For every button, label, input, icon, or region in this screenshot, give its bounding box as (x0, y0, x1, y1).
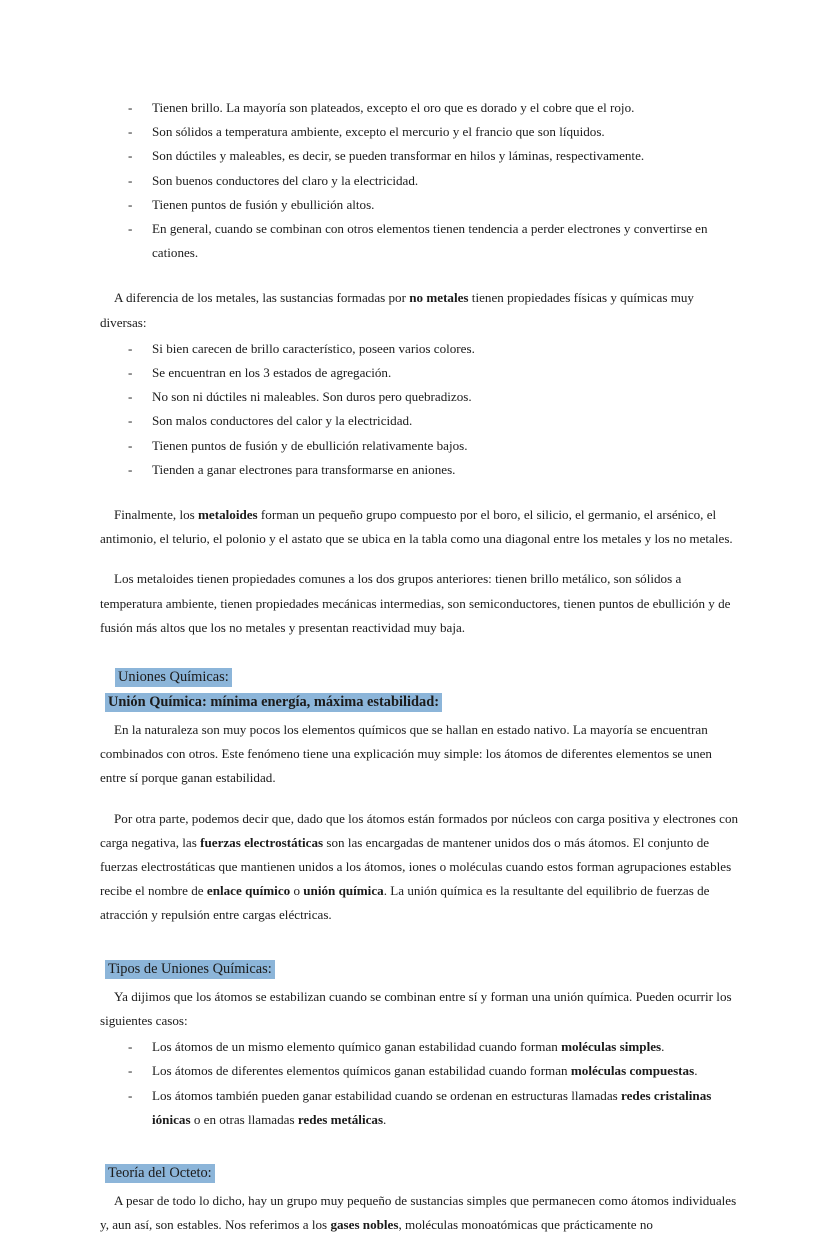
bold-term-moleculas-compuestas: moléculas compuestas (570, 1063, 695, 1079)
highlighted-heading-text: Uniones Químicas: (115, 668, 232, 687)
tipos-intro-paragraph: Ya dijimos que los átomos se estabilizan cuando se combinan entre sí y forman una unión química. Pueden ocurrir los siguientes casos: (100, 988, 732, 1028)
list-item (100, 409, 740, 433)
list-item (100, 96, 740, 120)
paragraph-text: tienen propiedades físicas y químicas muy diversas: (100, 290, 694, 330)
list-item-text: Tienden a ganar electrones para transformarse en aniones. (152, 461, 456, 477)
dash-bullet-icon: - (128, 437, 133, 453)
paragraph-text: Finalmente, los (114, 507, 199, 523)
paragraph-text: . La unión química es la resultante del equilibrio de fuerzas de atracción y repulsión entre cargas eléctricas. (100, 883, 710, 923)
paragraph-text: son las encargadas de mantener unidos dos o más átomos. El conjunto de fuerzas electrostáticas que mantienen unidos a los átomos, iones o moléculas cuando estos forman agrupaciones estables recibe el nombre de (100, 834, 732, 899)
dash-bullet-icon: - (128, 100, 133, 115)
no-metales-intro-paragraph (100, 286, 740, 334)
no-metales-properties-list (100, 337, 740, 482)
bold-term-redes-metalicas: redes metálicas (297, 1111, 384, 1127)
list-item (100, 169, 740, 193)
list-item-text: Se encuentran en los 3 estados de agregación. (152, 365, 392, 381)
dash-bullet-icon: - (128, 413, 133, 429)
dash-bullet-icon: - (128, 1087, 133, 1103)
dash-bullet-icon: - (128, 389, 133, 405)
heading-teoria-del-octeto (100, 1162, 740, 1185)
bold-term-union-quimica: unión química (303, 883, 384, 899)
heading-uniones-quimicas (100, 666, 740, 689)
paragraph-text: o (290, 883, 304, 899)
list-item (100, 120, 740, 144)
document-content (100, 96, 740, 1237)
bold-term-fuerzas-electrostaticas: fuerzas electrostáticas (200, 834, 324, 850)
bold-term-metaloides: metaloides (198, 507, 258, 523)
list-item (100, 434, 740, 458)
dash-bullet-icon: - (128, 365, 133, 381)
list-item (100, 217, 740, 265)
heading-tipos-uniones-quimicas (100, 958, 740, 981)
list-item-text: o en otras llamadas (190, 1111, 298, 1127)
fuerzas-electrostaticas-paragraph (100, 807, 740, 928)
list-item-text: Tienen brillo. La mayoría son plateados, excepto el oro que es dorado y el cobre que el rojo. (152, 100, 635, 115)
highlighted-heading-text: Tipos de Uniones Químicas: (105, 960, 275, 979)
list-item (100, 361, 740, 385)
list-item-text: En general, cuando se combinan con otros elementos tienen tendencia a perder electrones y convertirse en cationes. (152, 221, 708, 261)
bold-term-redes-cristalinas-ionicas: redes cristalinas iónicas (152, 1087, 712, 1127)
list-item (100, 1059, 740, 1083)
list-item (100, 144, 740, 168)
list-item-text: Los átomos de un mismo elemento químico ganan estabilidad cuando forman (152, 1039, 562, 1055)
list-item-text: Son dúctiles y maleables, es decir, se pueden transformar en hilos y láminas, respectivamente. (152, 148, 645, 164)
list-item-text: . (383, 1111, 387, 1127)
list-item-text: Tienen puntos de fusión y de ebullición relativamente bajos. (152, 437, 468, 453)
metales-properties-list (100, 96, 740, 265)
dash-bullet-icon: - (128, 461, 133, 477)
metaloides-properties-paragraph: Los metaloides tienen propiedades comunes a los dos grupos anteriores: tienen brillo metálico, son sólidos a temperatura ambiente, tienen propiedades mecánicas intermedias, son semiconductores, tienen puntos de ebullición y de fusión más altos que los no metales y presentan reactividad muy baja. (100, 571, 731, 635)
heading-union-quimica-subtitle (100, 691, 740, 714)
highlighted-heading-text: Unión Química: mínima energía, máxima estabilidad: (105, 693, 442, 712)
list-item-text: . (661, 1039, 665, 1055)
dash-bullet-icon: - (128, 196, 133, 212)
list-item-text: Los átomos también pueden ganar estabilidad cuando se ordenan en estructuras llamadas (152, 1087, 622, 1103)
list-item-text: Son malos conductores del calor y la electricidad. (152, 413, 413, 429)
list-item (100, 385, 740, 409)
list-item-text: Son buenos conductores del claro y la electricidad. (152, 172, 419, 188)
octeto-paragraph (100, 1189, 740, 1237)
highlighted-heading-text: Teoría del Octeto: (105, 1164, 215, 1183)
list-item (100, 1084, 740, 1132)
list-item-text: . (694, 1063, 698, 1079)
naturaleza-paragraph: En la naturaleza son muy pocos los elementos químicos que se hallan en estado nativo. La mayoría se encuentran combinados con otros. Este fenómeno tiene una explicación muy simple: los átomos de diferentes elementos se unen entre sí porque ganan estabilidad. (100, 722, 712, 786)
dash-bullet-icon: - (128, 172, 133, 188)
bold-term-gases-nobles: gases nobles (330, 1217, 399, 1233)
dash-bullet-icon: - (128, 221, 133, 237)
list-item (100, 193, 740, 217)
paragraph-text: A diferencia de los metales, las sustancias formadas por (114, 290, 410, 306)
list-item-text: Los átomos de diferentes elementos químicos ganan estabilidad cuando forman (152, 1063, 571, 1079)
tipos-uniones-list (100, 1035, 740, 1132)
list-item-text: Son sólidos a temperatura ambiente, excepto el mercurio y el francio que son líquidos. (152, 124, 605, 140)
list-item (100, 458, 740, 482)
list-item (100, 337, 740, 361)
dash-bullet-icon: - (128, 1039, 133, 1055)
dash-bullet-icon: - (128, 148, 133, 164)
dash-bullet-icon: - (128, 124, 133, 140)
paragraph-text: Por otra parte, podemos decir que, dado que los átomos están formados por núcleos con carga positiva y electrones con carga negativa, las (100, 810, 739, 850)
metaloides-paragraph (100, 503, 740, 551)
bold-term-enlace-quimico: enlace químico (206, 883, 291, 899)
list-item-text: No son ni dúctiles ni maleables. Son duros pero quebradizos. (152, 389, 472, 405)
paragraph-text: forman un pequeño grupo compuesto por el boro, el silicio, el germanio, el arsénico, el antimonio, el telurio, el polonio y el astato que se ubica en la tabla como una diagonal entre los metales y los no metales. (100, 507, 733, 547)
bold-term-moleculas-simples: moléculas simples (561, 1039, 662, 1055)
list-item-text: Tienen puntos de fusión y ebullición altos. (152, 196, 375, 212)
paragraph-text: , moléculas monoatómicas que prácticamente no (398, 1217, 653, 1233)
dash-bullet-icon: - (128, 1063, 133, 1079)
list-item (100, 1035, 740, 1059)
dash-bullet-icon: - (128, 340, 133, 356)
paragraph-text: A pesar de todo lo dicho, hay un grupo muy pequeño de sustancias simples que permanecen como átomos individuales y, aun así, son estables. Nos referimos a los (100, 1192, 737, 1233)
list-item-text: Si bien carecen de brillo característico, poseen varios colores. (152, 340, 475, 356)
bold-term-no-metales: no metales (409, 290, 469, 306)
